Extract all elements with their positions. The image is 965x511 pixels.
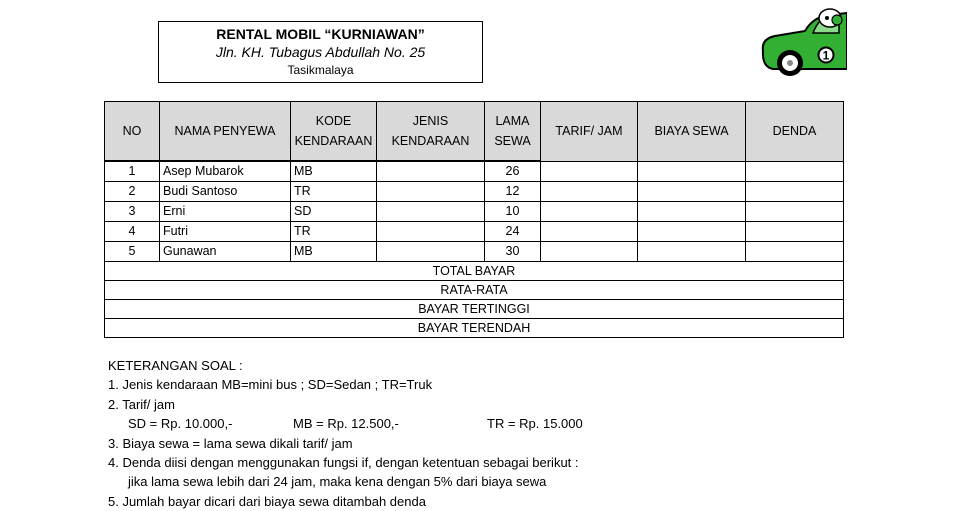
instructions (108, 356, 583, 511)
tarif-tr: TR = Rp. 15.000 (487, 416, 583, 432)
table-row (105, 161, 844, 182)
cell-no[interactable]: 1 (105, 161, 160, 182)
cell-denda[interactable] (746, 242, 844, 262)
cell-lama[interactable]: 30 (485, 242, 541, 262)
summary-tertinggi-label[interactable]: BAYAR TERTINGGI (105, 300, 844, 319)
tarif-sd: SD = Rp. 10.000,- (128, 416, 233, 432)
cell-tarif[interactable] (541, 222, 638, 242)
cell-lama[interactable]: 26 (485, 161, 541, 182)
company-title: RENTAL MOBIL “KURNIAWAN” (216, 26, 425, 42)
cell-jenis[interactable] (377, 242, 485, 262)
cell-biaya[interactable] (638, 222, 746, 242)
cell-tarif[interactable] (541, 161, 638, 182)
cell-kode[interactable]: TR (291, 182, 377, 202)
cell-nama[interactable]: Asep Mubarok (160, 161, 291, 182)
racing-car-icon (757, 3, 847, 83)
cell-biaya[interactable] (638, 182, 746, 202)
summary-total-label[interactable]: TOTAL BAYAR (105, 262, 844, 281)
cell-no[interactable]: 2 (105, 182, 160, 202)
summary-row-terendah (105, 319, 844, 338)
cell-lama[interactable]: 24 (485, 222, 541, 242)
summary-terendah-label[interactable]: BAYAR TERENDAH (105, 319, 844, 338)
note-2: 2. Tarif/ jam (108, 396, 175, 412)
cell-nama[interactable]: Erni (160, 202, 291, 222)
col-header-denda: DENDA (746, 102, 844, 162)
cell-jenis[interactable] (377, 222, 485, 242)
company-address: Jln. KH. Tubagus Abdullah No. 25 (215, 44, 426, 60)
tarif-mb: MB = Rp. 12.500,- (293, 416, 399, 432)
table-row (105, 202, 844, 222)
company-header (158, 21, 483, 83)
company-city: Tasikmalaya (287, 63, 354, 77)
cell-lama[interactable]: 10 (485, 202, 541, 222)
cell-lama[interactable]: 12 (485, 182, 541, 202)
cell-kode[interactable]: MB (291, 242, 377, 262)
cell-denda[interactable] (746, 202, 844, 222)
summary-row-tertinggi (105, 300, 844, 319)
note-4: 4. Denda diisi dengan menggunakan fungsi if, dengan ketentuan sebagai berikut : (108, 455, 579, 471)
notes-heading: KETERANGAN SOAL : (108, 358, 243, 373)
cell-kode[interactable]: TR (291, 222, 377, 242)
col-header-jenis: JENIS KENDARAAN (377, 102, 485, 162)
table-row (105, 222, 844, 242)
cell-nama[interactable]: Gunawan (160, 242, 291, 262)
cell-kode[interactable]: MB (291, 161, 377, 182)
table-row (105, 182, 844, 202)
table-row (105, 242, 844, 262)
col-header-tarif: TARIF/ JAM (541, 102, 638, 162)
summary-row-total (105, 262, 844, 281)
car-number: 1 (822, 48, 830, 63)
cell-nama[interactable]: Futri (160, 222, 291, 242)
cell-no[interactable]: 4 (105, 222, 160, 242)
table-header-row (105, 102, 844, 162)
cell-tarif[interactable] (541, 202, 638, 222)
col-header-lama: LAMA SEWA (485, 102, 541, 162)
note-5: 5. Jumlah bayar dicari dari biaya sewa ditambah denda (108, 493, 426, 509)
cell-tarif[interactable] (541, 182, 638, 202)
cell-biaya[interactable] (638, 202, 746, 222)
cell-biaya[interactable] (638, 161, 746, 182)
col-header-no: NO (105, 102, 160, 162)
cell-biaya[interactable] (638, 242, 746, 262)
summary-rata-label[interactable]: RATA-RATA (105, 281, 844, 300)
cell-tarif[interactable] (541, 242, 638, 262)
cell-no[interactable]: 3 (105, 202, 160, 222)
col-header-biaya: BIAYA SEWA (638, 102, 746, 162)
tarif-list (108, 414, 583, 433)
summary-row-rata (105, 281, 844, 300)
col-header-nama: NAMA PENYEWA (160, 102, 291, 162)
cell-denda[interactable] (746, 182, 844, 202)
note-1: 1. Jenis kendaraan MB=mini bus ; SD=Sedan ; TR=Truk (108, 377, 433, 393)
note-4-detail: jika lama sewa lebih dari 24 jam, maka kena dengan 5% dari biaya sewa (128, 474, 547, 490)
col-header-kode: KODE KENDARAAN (291, 102, 377, 162)
cell-kode[interactable]: SD (291, 202, 377, 222)
note-3: 3. Biaya sewa = lama sewa dikali tarif/ jam (108, 435, 353, 451)
cell-jenis[interactable] (377, 202, 485, 222)
rental-table (104, 101, 844, 338)
cell-jenis[interactable] (377, 182, 485, 202)
cell-denda[interactable] (746, 222, 844, 242)
cell-jenis[interactable] (377, 161, 485, 182)
cell-nama[interactable]: Budi Santoso (160, 182, 291, 202)
cell-denda[interactable] (746, 161, 844, 182)
cell-no[interactable]: 5 (105, 242, 160, 262)
